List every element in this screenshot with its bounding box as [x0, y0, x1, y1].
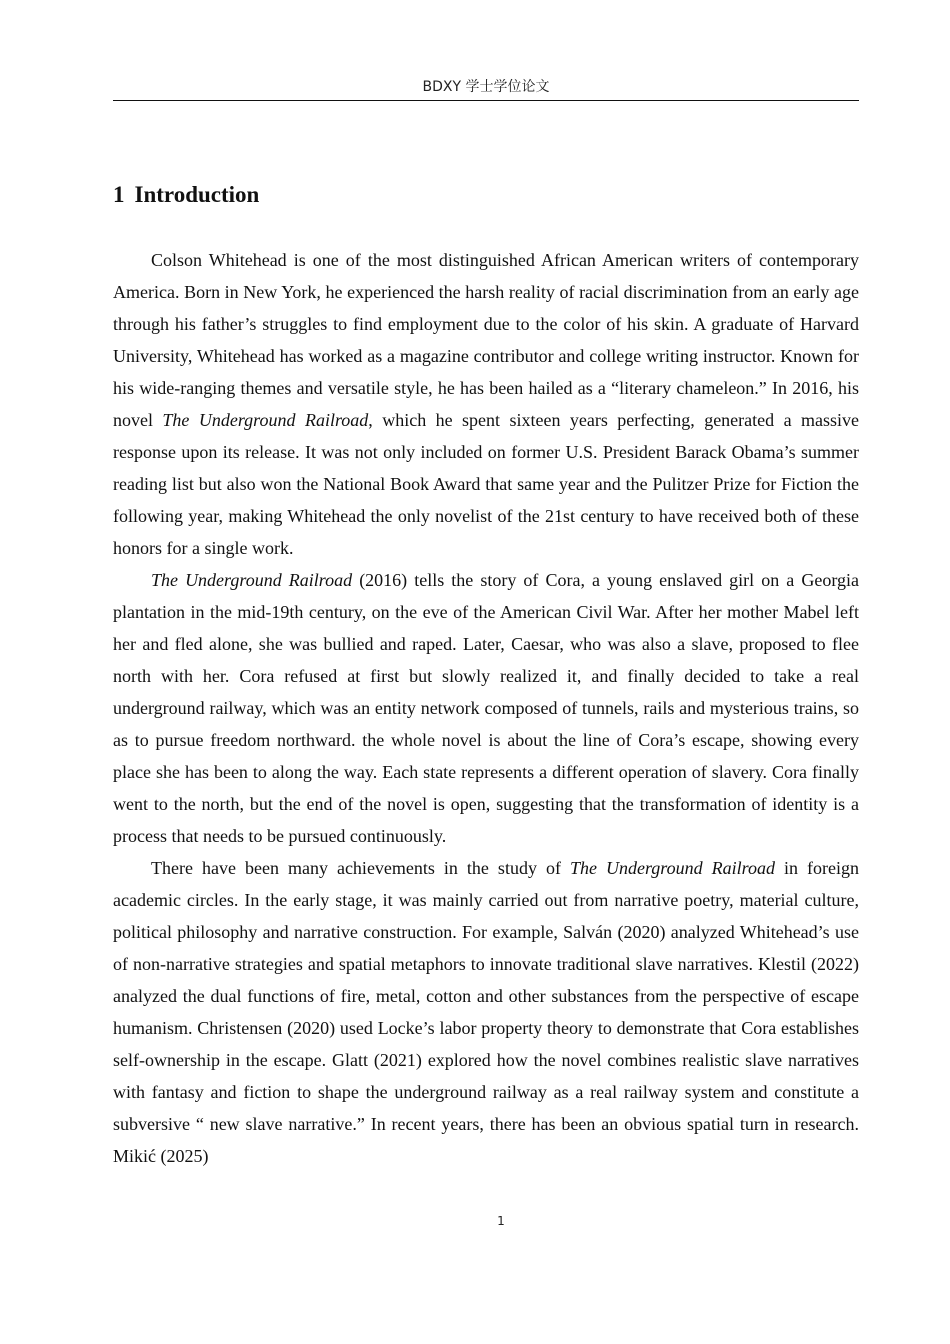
novel-title: The Underground Railroad: [162, 410, 369, 430]
header-rule: [113, 100, 859, 101]
section-heading: [113, 181, 259, 209]
paragraph-2-text: (2016) tells the story of Cora, a young enslaved girl on a Georgia plantation in the mid-19th century, on the eve of the American Civil War. After her mother Mabel left her and fled alone, she was bullied and raped. Later, Caesar, who was also a slave, proposed to flee north with her. Cora refused at first but slowly realized it, and finally decided to take a real underground railway, which was an entity network composed of tunnels, rails and mysterious trains, so as to pursue freedom northward. the whole novel is about the line of Cora’s escape, showing every place she has been to along the way. Each state represents a different operation of slavery. Cora finally went to the north, but the end of the novel is open, suggesting that the transformation of identity is a process that needs to be pursued continuously.: [113, 570, 859, 846]
paragraph-1-text-b: , which he spent sixteen years perfecting, generated a massive response upon its release. It was not only included on former U.S. President Barack Obama’s summer reading list but also won the National Book Award that same year and the Pulitzer Prize for Fiction the following year, making Whitehead the only novelist of the 21st century to have received both of these honors for a single work.: [113, 410, 859, 558]
novel-title: The Underground Railroad: [151, 570, 353, 590]
running-header: BDXY 学士学位论文: [422, 79, 550, 95]
section-number: 1: [113, 182, 125, 207]
paragraph-3: [113, 852, 859, 1172]
paragraph-2: [113, 564, 859, 852]
page-number: 1: [497, 1214, 505, 1228]
paragraph-3-text-a: There have been many achievements in the study of: [151, 858, 570, 878]
novel-title: The Underground Railroad: [569, 858, 775, 878]
paragraph-1-text-a: Colson Whitehead is one of the most distinguished African American writers of contemporary America. Born in New York, he experienced the harsh reality of racial discrimination from an early age through his father’s struggles to find employment due to the color of his skin. A graduate of Harvard University, Whitehead has worked as a magazine contributor and college writing instructor. Known for his wide-ranging themes and versatile style, he has been hailed as a “literary chameleon.” In 2016, his novel: [113, 250, 859, 430]
paragraph-1: [113, 244, 859, 564]
section-title: Introduction: [134, 182, 260, 207]
body-text: [113, 244, 859, 1172]
paragraph-3-text-b: in foreign academic circles. In the early stage, it was mainly carried out from narrative poetry, material culture, political philosophy and narrative construction. For example, Salván (2020) analyzed Whitehead’s use of non-narrative strategies and spatial metaphors to innovate traditional slave narratives. Klestil (2022) analyzed the dual functions of fire, metal, cotton and other substances from the perspective of escape humanism. Christensen (2020) used Locke’s labor property theory to demonstrate that Cora establishes self-ownership in the escape. Glatt (2021) explored how the novel combines realistic slave narratives with fantasy and fiction to shape the underground railway as a real railway system and constitute a subversive “ new slave narrative.” In recent years, there has been an obvious spatial turn in research. Mikić (2025): [113, 858, 860, 1166]
